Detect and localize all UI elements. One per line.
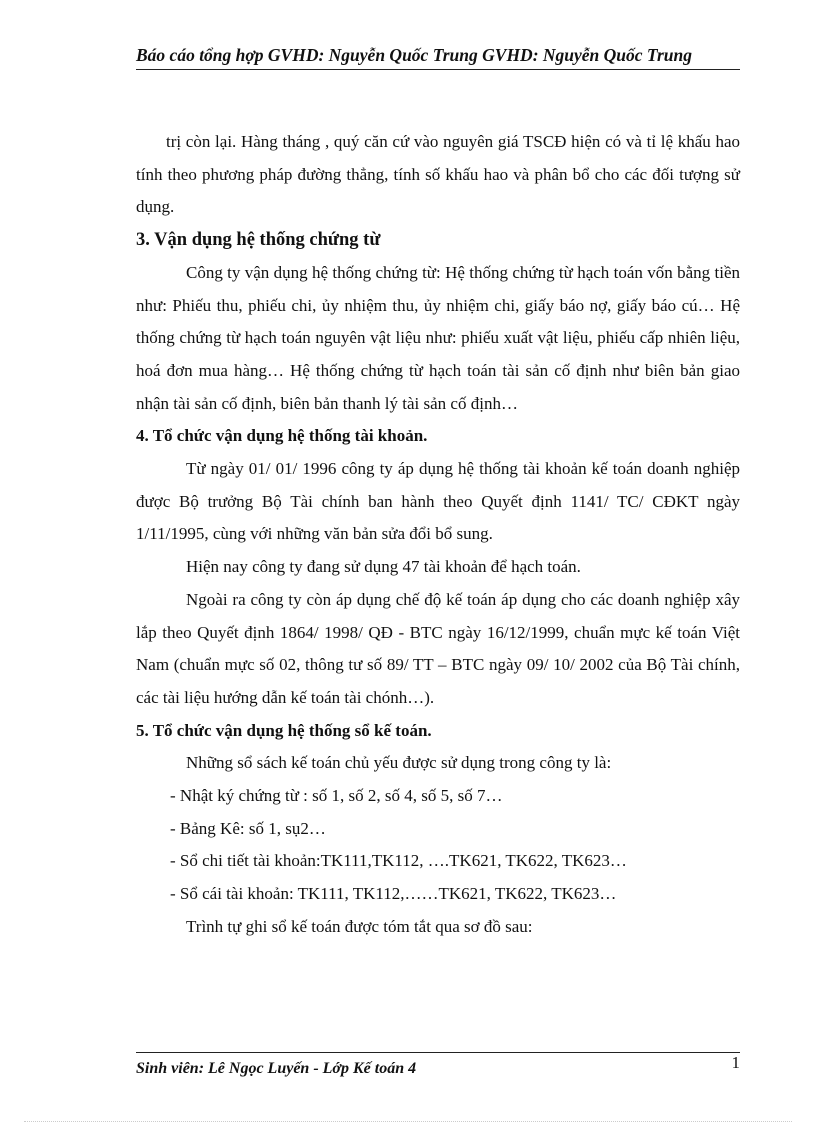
footer-student-info: Sinh viên: Lê Ngọc Luyến - Lớp Kế toán 4 <box>136 1060 417 1077</box>
paragraph-books-outro: Trình tự ghi sổ kế toán được tóm tắt qua sơ đồ sau: <box>186 916 533 936</box>
list-item: - Sổ chi tiết tài khoản:TK111,TK112, ….TK621, TK622, TK623… <box>170 851 627 871</box>
paragraph-accounts-system: Từ ngày 01/ 01/ 1996 công ty áp dụng hệ thống tài khoản kế toán doanh nghiệp được Bộ trưởng Bộ Tài chính ban hành theo Quyết định 1141/ TC/ CĐKT ngày 1/11/1995, cùng với những văn bản sửa đổi bổ sung. <box>136 459 740 544</box>
section-3-heading: 3. Vận dụng hệ thống chứng từ <box>136 230 381 251</box>
section-4-heading: 4. Tổ chức vận dụng hệ thống tài khoản. <box>136 426 428 446</box>
list-item: - Nhật ký chứng từ : số 1, số 2, số 4, số 5, số 7… <box>170 786 503 806</box>
page-number: 1 <box>731 1053 740 1072</box>
section-5-heading: 5. Tổ chức vận dụng hệ thống sổ kế toán. <box>136 720 432 740</box>
list-item: - Sổ cái tài khoản: TK111, TK112,……TK621, TK622, TK623… <box>170 884 617 904</box>
page-bottom-divider <box>24 1121 792 1122</box>
paragraph-vouchers: Công ty vận dụng hệ thống chứng từ: Hệ thống chứng từ hạch toán vốn bằng tiền như: Phiếu thu, phiếu chi, ủy nhiệm thu, ủy nhiệm chi, giấy báo nợ, giấy báo cú… Hệ thống chứng từ hạch toán nguyên vật liệu như: phiếu xuất vật liệu, phiếu cấp nhiên liệu, hoá đơn mua hàng… Hệ thống chứng từ hạch toán tài sản cố định như biên bản giao nhận tài sản cố định, biên bản thanh lý tài sản cố định… <box>136 262 740 413</box>
document-body <box>136 126 740 944</box>
paragraph-accounts-count: Hiện nay công ty đang sử dụng 47 tài khoản để hạch toán. <box>186 557 581 577</box>
page-header: Báo cáo tổng hợp GVHD: Nguyễn Quốc Trung GVHD: Nguyễn Quốc Trung <box>136 44 740 70</box>
page-footer <box>136 1052 740 1079</box>
paragraph-depreciation: trị còn lại. Hàng tháng , quý căn cứ vào nguyên giá TSCĐ hiện có và tỉ lệ khấu hao tính theo phương pháp đường thẳng, tính số khấu hao và phân bổ cho các đối tượng sử dụng. <box>136 132 740 217</box>
paragraph-accounting-regime: Ngoài ra công ty còn áp dụng chế độ kế toán áp dụng cho các doanh nghiệp xây lắp theo Quyết định 1864/ 1998/ QĐ - BTC ngày 16/12/1999, chuẩn mực kế toán Việt Nam (chuẩn mực số 02, thông tư số 89/ TT – BTC ngày 09/ 10/ 2002 của Bộ Tài chính, các tài liệu hướng dẫn kế toán tài chónh…). <box>136 589 740 707</box>
paragraph-books-intro: Những sổ sách kế toán chủ yếu được sử dụng trong công ty là: <box>186 753 612 773</box>
list-item: - Bảng Kê: số 1, sụ2… <box>170 818 326 838</box>
